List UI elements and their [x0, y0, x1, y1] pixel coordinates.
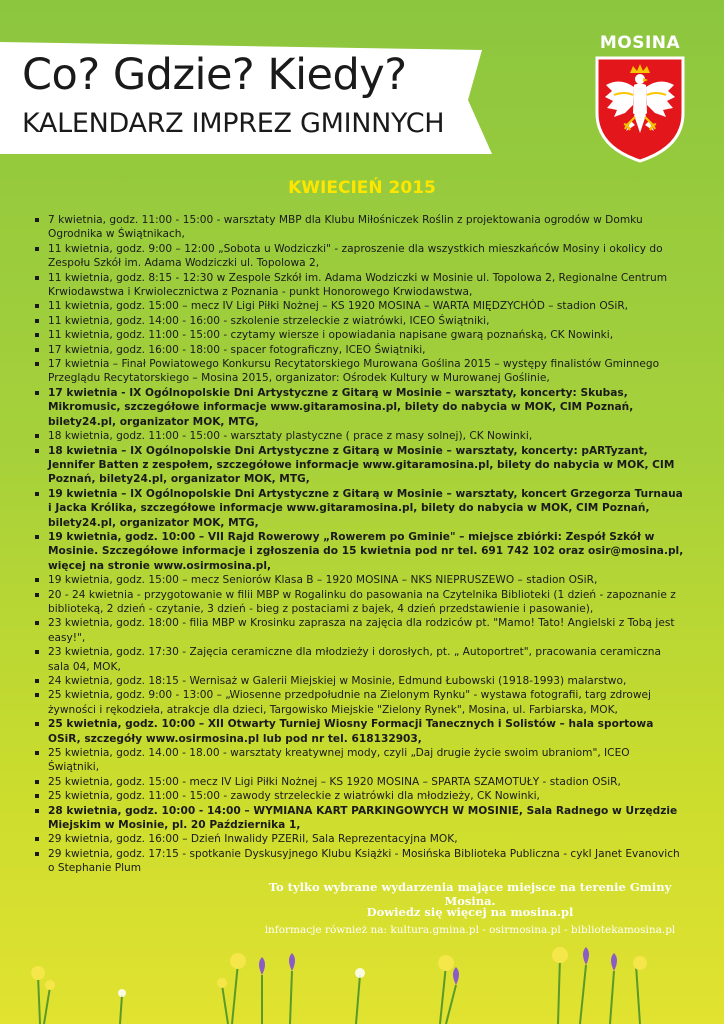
- event-item: 25 kwietnia, godz. 10:00 – XII Otwarty Turniej Wiosny Formacji Tanecznych i Solistów – hala sportowa OSiR, szczegóły www.osirmosina.pl lub pod nr tel. 618132903,: [34, 717, 684, 746]
- event-item: 19 kwietnia, godz. 10:00 – VII Rajd Rowerowy „Rowerem po Gminie" – miejsce zbiórki: Zespół Szkół w Mosinie. Szczegółowe informacje i zgłoszenia do 15 kwietnia pod nr tel. 691 742 102 oraz osir@mosina.pl, więcej na stronie www.osirmosina.pl,: [34, 530, 684, 573]
- event-item: 11 kwietnia, godz. 8:15 - 12:30 w Zespole Szkół im. Adama Wodziczki w Mosinie ul. Topolowa 2, Regionalne Centrum Krwiodawstwa i Krwiolecznictwa z Poznania - punkt Honorowego Krwiodawstwa,: [34, 271, 684, 300]
- page-title: Co? Gdzie? Kiedy?: [22, 50, 407, 100]
- event-item: 28 kwietnia, godz. 10:00 - 14:00 – WYMIANA KART PARKINGOWYCH W MOSINIE, Sala Radnego w Urzędzie Miejskim w Mosinie, pl. 20 Października 1,: [34, 804, 684, 833]
- event-item: 25 kwietnia, godz. 14.00 - 18.00 - warsztaty kreatywnej mody, czyli „Daj drugie życie swoim ubraniom", ICEO Świątniki,: [34, 746, 684, 775]
- event-item: 17 kwietnia, godz. 16:00 - 18:00 - spacer fotograficzny, ICEO Świątniki,: [34, 343, 684, 357]
- page-subtitle: KALENDARZ IMPREZ GMINNYCH: [22, 108, 445, 139]
- crest-name: MOSINA: [599, 33, 681, 53]
- footer-links[interactable]: informacje również na: kultura.gmina.pl - osirmosina.pl - bibliotekamosina.pl: [264, 924, 676, 936]
- event-item: 25 kwietnia, godz. 11:00 - 15:00 - zawody strzeleckie z wiatrówki dla młodzieży, CK Nowinki,: [34, 789, 684, 803]
- event-item: 18 kwietnia, godz. 11:00 - 15:00 - warsztaty plastyczne ( prace z masy solnej), CK Nowinki,: [34, 429, 684, 443]
- event-item: 19 kwietnia, godz. 15:00 – mecz Seniorów Klasa B – 1920 MOSINA – NKS NIEPRUSZEWO – stadion OSiR,: [34, 573, 684, 587]
- event-item: 17 kwietnia – Finał Powiatowego Konkursu Recytatorskiego Murowana Goślina 2015 – występy finalistów Gminnego Przeglądu Recytatorskiego – Mosina 2015, organizator: Ośrodek Kultury w Murowanej Goślinie,: [34, 357, 684, 386]
- footer-more-info-link[interactable]: Dowiedz się więcej na mosina.pl: [366, 905, 574, 919]
- event-item: 11 kwietnia, godz. 15:00 – mecz IV Ligi Piłki Nożnej – KS 1920 MOSINA – WARTA MIĘDZYCHÓD – stadion OSiR,: [34, 299, 684, 313]
- footer-note: To tylko wybrane wydarzenia mające miejsce na terenie Gminy Mosina.: [268, 880, 672, 908]
- event-item: 29 kwietnia, godz. 17:15 - spotkanie Dyskusyjnego Klubu Książki - Mosińska Biblioteka Publiczna - cykl Janet Evanovich o Stephanie Plum: [34, 847, 684, 876]
- event-item: 11 kwietnia, godz. 9:00 – 12:00 „Sobota u Wodziczki" - zaproszenie dla wszystkich mieszkańców Mosiny i okolicy do Zespołu Szkół im. Adama Wodziczki ul. Topolowa 2,: [34, 242, 684, 271]
- event-item: 7 kwietnia, godz. 11:00 - 15:00 - warsztaty MBP dla Klubu Miłośniczek Roślin z projektowania ogrodów w Domku Ogrodnika w Świątnikach,: [34, 213, 684, 242]
- event-item: 25 kwietnia, godz. 9:00 - 13:00 – „Wiosenne przedpołudnie na Zielonym Rynku" - wystawa fotografii, targ zdrowej żywności i rękodzieła, atrakcje dla dzieci, Targowisko Miejskie "Zielony Rynek", Mosina, ul. Farbiarska, MOK,: [34, 688, 684, 717]
- event-item: 17 kwietnia - IX Ogólnopolskie Dni Artystyczne z Gitarą w Mosinie – warsztaty, koncerty: Skubas, Mikromusic, szczegółowe informacje www.gitaramosina.pl, bilety do nabycia w MOK, CIM Poznań, bilety24.pl, organizator MOK, MTG,: [34, 386, 684, 429]
- event-item: 19 kwietnia – IX Ogólnopolskie Dni Artystyczne z Gitarą w Mosinie – warsztaty, koncert Grzegorza Turnaua i Jacka Królika, szczegółowe informacje www.gitaramosina.pl, bilety do nabycia w MOK, CIM Poznań, bilety24.pl, organizator MOK, MTG,: [34, 487, 684, 530]
- mosina-coat-of-arms-icon: [594, 55, 686, 163]
- event-item: 29 kwietnia, godz. 16:00 – Dzień Inwalidy PZERiI, Sala Reprezentacyjna MOK,: [34, 832, 684, 846]
- month-heading: KWIECIEŃ 2015: [288, 178, 436, 198]
- events-list: [34, 213, 684, 876]
- event-item: 20 - 24 kwietnia - przygotowanie w filii MBP w Rogalinku do pasowania na Czytelnika Biblioteki (1 dzień - zapoznanie z biblioteką, 2 dzień - czytanie, 3 dzień - bieg z postaciami z bajek, 4 dzień przedstawienie i pasowanie),: [34, 588, 684, 617]
- event-item: 23 kwietnia, godz. 18:00 - filia MBP w Krosinku zaprasza na zajęcia dla rodziców pt. "Mamo! Tato! Angielski z Tobą jest easy!",: [34, 616, 684, 645]
- event-item: 23 kwietnia, godz. 17:30 - Zajęcia ceramiczne dla młodzieży i dorosłych, pt. „ Autoportret", pracowania ceramiczna sala 04, MOK,: [34, 645, 684, 674]
- event-item: 25 kwietnia, godz. 15:00 - mecz IV Ligi Piłki Nożnej – KS 1920 MOSINA – SPARTA SZAMOTUŁY - stadion OSiR,: [34, 775, 684, 789]
- event-item: 24 kwietnia, godz. 18:15 - Wernisaż w Galerii Miejskiej w Mosinie, Edmund Łubowski (1918-1993) malarstwo,: [34, 674, 684, 688]
- event-item: 11 kwietnia, godz. 11:00 - 15:00 - czytamy wiersze i opowiadania napisane gwarą poznańską, CK Nowinki,: [34, 328, 684, 342]
- event-item: 11 kwietnia, godz. 14:00 - 16:00 - szkolenie strzeleckie z wiatrówki, ICEO Świątniki,: [34, 314, 684, 328]
- spring-flowers-decoration: [0, 935, 724, 1024]
- event-item: 18 kwietnia – IX Ogólnopolskie Dni Artystyczne z Gitarą w Mosinie – warsztaty, koncerty: pARTyzant, Jennifer Batten z zespołem, szczegółowe informacje www.gitaramosina.pl, bilety do nabycia w MOK, CIM Poznań, bilety24.pl, organizator MOK, MTG,: [34, 444, 684, 487]
